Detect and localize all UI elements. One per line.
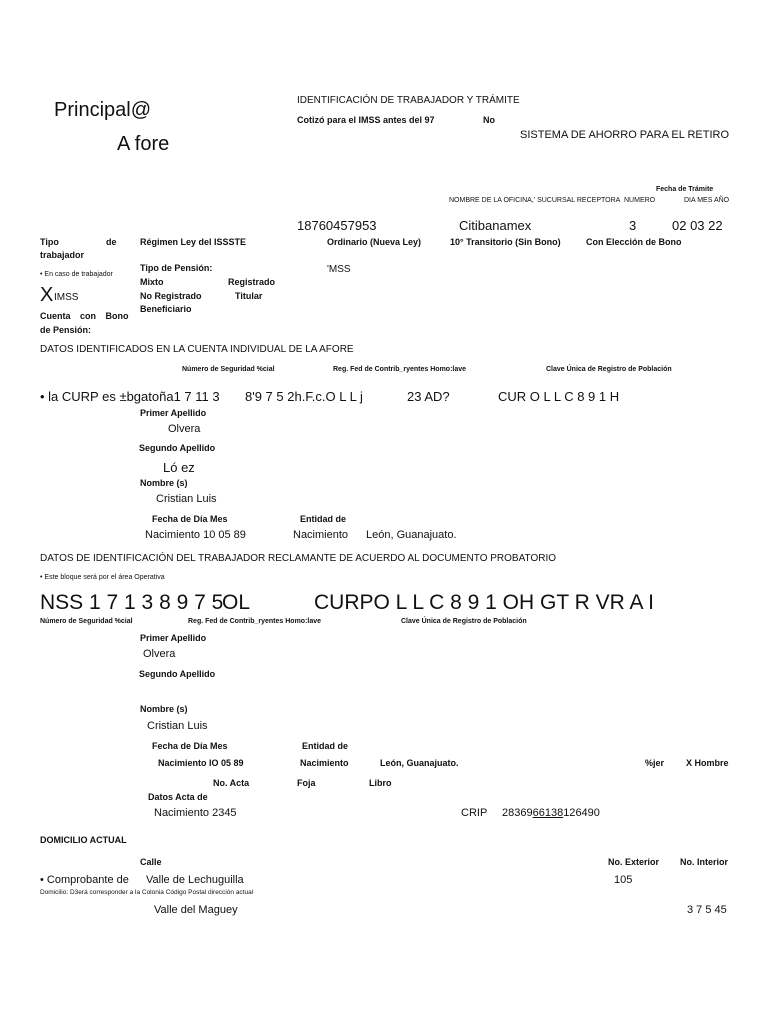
- crip-part-b: 66138: [532, 807, 564, 819]
- fecha-tramite-value: 02 03 22: [672, 218, 723, 233]
- numero-label: NUMERO: [624, 197, 656, 204]
- system-title: SISTEMA DE AHORRO PARA EL RETIRO: [520, 129, 730, 141]
- calle-label: Calle: [140, 857, 162, 867]
- form-title: IDENTIFICACIÓN DE TRABAJADOR Y TRÁMITE: [297, 95, 520, 106]
- crip-part-d: 6490: [575, 807, 600, 819]
- crip-label: CRIP: [461, 807, 488, 819]
- entidad-label: Entidad de: [300, 514, 347, 524]
- acta-value: Nacimiento 2345: [154, 807, 237, 819]
- entidad-reclamante-label: Entidad de: [302, 741, 349, 751]
- primer-apellido-reclamante-label: Primer Apellido: [140, 633, 207, 643]
- primer-apellido-value: Olvera: [168, 423, 201, 435]
- entidad-reclamante-value: León, Guanajuato.: [380, 758, 459, 768]
- nss-label: Número de Seguridad %cial: [182, 366, 275, 373]
- de-pension-label: de Pensión:: [40, 325, 92, 335]
- tipo-pension-label: Tipo de Pensión:: [140, 263, 213, 273]
- datos-acta-label: Datos Acta de: [148, 792, 208, 802]
- crip-part-c: 12: [563, 807, 576, 819]
- no-registrado-option: No Registrado: [140, 291, 202, 301]
- domicilio-note: Domicilio: D3erá corresponder a la Colonia Código Postal dirección actual: [40, 889, 254, 896]
- logo-afore: A fore: [117, 133, 170, 155]
- no-acta-label: No. Acta: [213, 778, 250, 788]
- numero-value: 3: [629, 218, 637, 233]
- cp-value: 3 7 5 45: [687, 904, 727, 916]
- curp-reclamante-value: CURPO L L C 8 9 1 OH GT R VR A I: [314, 591, 654, 614]
- exterior-label: No. Exterior: [608, 857, 660, 867]
- entidad-value: León, Guanajuato.: [366, 529, 457, 541]
- imss-mark: 'MSS: [327, 264, 351, 275]
- homoclave-value: 23 AD?: [407, 389, 450, 404]
- curp-label: Clave Única de Registro de Población: [546, 366, 672, 373]
- curp-value: CUR O L L C 8 9 1 H: [498, 389, 620, 404]
- curp-line: • la CURP es ±bgatoña1 7 11 3: [40, 389, 220, 404]
- regimen-label: Régimen Ley del ISSSTE: [140, 237, 247, 247]
- bloque-note: • Este bloque será por el área Operativa: [40, 574, 165, 581]
- eleccion-option: Con Elección de Bono: [586, 237, 682, 247]
- nombres-value: Cristian Luis: [156, 493, 217, 505]
- cuenta-bono-label: Cuenta con Bono: [40, 311, 129, 321]
- nss-reclamante-label: Número de Seguridad %cial: [40, 618, 133, 625]
- transitorio-option: 10° Transitorio (Sin Bono): [450, 237, 561, 247]
- fecha-reclamante-label: Fecha de Día Mes: [152, 741, 228, 751]
- primer-apellido-reclamante-value: Olvera: [143, 648, 176, 660]
- nacimiento-label: Nacimiento: [293, 529, 349, 541]
- titular-option: Titular: [235, 291, 263, 301]
- calle-value: Valle de Lechuguilla: [146, 874, 244, 886]
- mixto-option: Mixto: [140, 277, 164, 287]
- cotizo-value: No: [483, 115, 495, 125]
- rfc-reclamante-label: Reg. Fed de Contrib_ryentes Homo:lave: [188, 618, 322, 625]
- dia-mes-anio-label: DIA MES AÑO: [684, 197, 730, 204]
- colonia-value: Valle del Maguey: [154, 904, 238, 916]
- beneficiario-option: Beneficiario: [140, 304, 192, 314]
- tipo-label: Tipo: [40, 237, 59, 247]
- sexo-hombre-option: X Hombre: [686, 758, 729, 768]
- ol-value: OL: [222, 591, 251, 614]
- fecha-nacimiento-label: Fecha de Día Mes: [152, 514, 228, 524]
- nombres-label: Nombre (s): [140, 478, 188, 488]
- segundo-apellido-label: Segundo Apellido: [139, 443, 216, 453]
- registrado-option: Registrado: [228, 277, 276, 287]
- segundo-apellido-reclamante-label: Segundo Apellido: [139, 669, 216, 679]
- section-title-cuenta: DATOS IDENTIFICADOS EN LA CUENTA INDIVIDUAL DE LA AFORE: [40, 344, 354, 355]
- trabajador-label: trabajador: [40, 250, 85, 260]
- crip-value: [502, 808, 600, 819]
- nacimiento-reclamante-fecha: Nacimiento IO 05 89: [158, 758, 244, 768]
- rfc-label: Reg. Fed de Contrib_ryentes Homo:lave: [333, 366, 467, 373]
- domicilio-title: DOMICILIO ACTUAL: [40, 835, 127, 845]
- rfc-value: 8'9 7 5 2h.F.c.O L L j: [245, 389, 363, 404]
- crip-part-a: 28369: [502, 807, 533, 819]
- oficina-value: Citibanamex: [459, 218, 532, 233]
- curp-reclamante-label: Clave Única de Registro de Población: [401, 618, 527, 625]
- comprobante-label: • Comprobante de: [40, 874, 129, 886]
- ordinario-option: Ordinario (Nueva Ley): [327, 237, 422, 247]
- cotizo-label: Cotizó para el IMSS antes del 97: [297, 115, 435, 125]
- exterior-value: 105: [614, 874, 633, 886]
- de-label: de: [106, 237, 117, 247]
- section-title-reclamante: DATOS DE IDENTIFICACIÓN DEL TRABAJADOR RECLAMANTE DE ACUERDO AL DOCUMENTO PROBATORIO: [40, 553, 557, 564]
- fecha-tramite-label: Fecha de Trámite: [656, 186, 714, 193]
- logo-principal: Principal@: [54, 99, 152, 121]
- x-mark: X: [40, 284, 54, 306]
- folio-value: 18760457953: [297, 218, 377, 233]
- nombres-reclamante-label: Nombre (s): [140, 704, 188, 714]
- imss-label: IMSS: [54, 292, 79, 303]
- sexo-mujer-option: %jer: [645, 758, 665, 768]
- nombres-reclamante-value: Cristian Luis: [147, 720, 208, 732]
- segundo-apellido-value: Ló ez: [163, 460, 195, 475]
- foja-label: Foja: [297, 778, 316, 788]
- nss-value: NSS 1 7 1 3 8 9 7 5: [40, 591, 224, 614]
- primer-apellido-label: Primer Apellido: [140, 408, 207, 418]
- nacimiento-reclamante-label: Nacimiento: [300, 758, 349, 768]
- libro-label: Libro: [369, 778, 392, 788]
- encaso-note: • En caso de trabajador: [40, 271, 113, 278]
- interior-label: No. Interior: [680, 857, 729, 867]
- oficina-label: NOMBRE DE LA OFICINA,' SUCURSAL RECEPTORA: [449, 197, 621, 204]
- nacimiento-fecha-value: Nacimiento 10 05 89: [145, 529, 246, 541]
